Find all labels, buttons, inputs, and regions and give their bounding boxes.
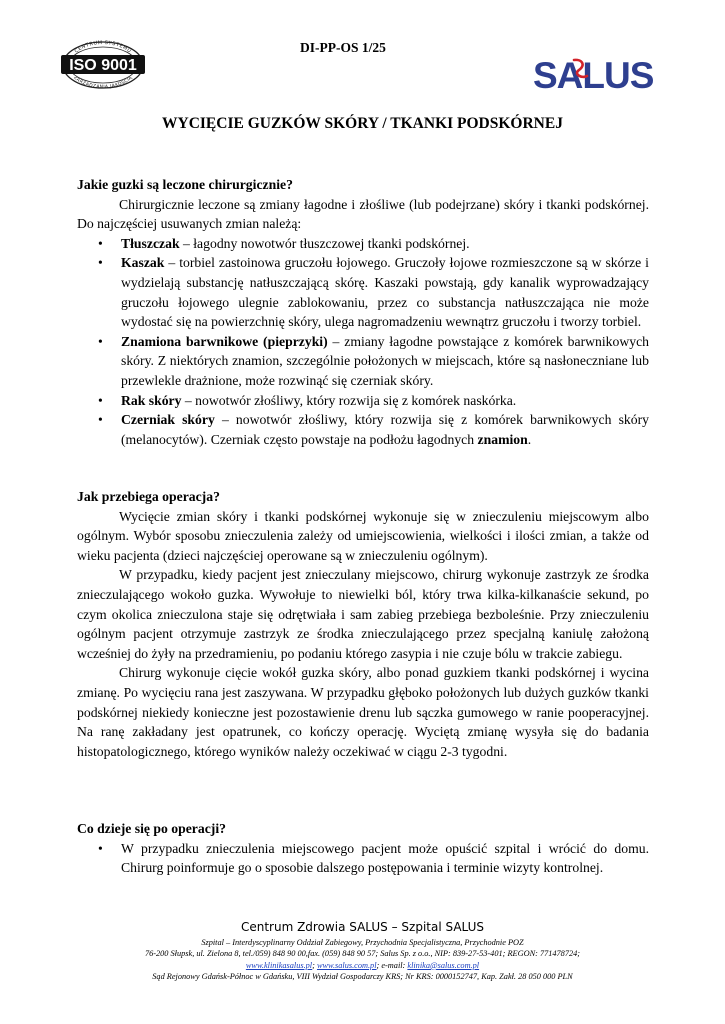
paragraph: Wycięcie zmian skóry i tkanki podskórnej wykonuje się w znieczuleniu miejscowym albo ogólnym. Wybór sposobu znieczulenia zależy od umiejscowienia, wielkości i ilości zmian, a także od wieku pacjenta (dzieci najczęściej operowane są w znieczuleniu ogólnym). <box>77 508 649 563</box>
list-item-desc: – zmiany łagodne powstające z komórek barwnikowych skóry. Z niektórych znamion, szczególnie położonych w miejscach, które są nasłoneczniane lub przewlekle drażnione, może rozwinąć się czerniak skóry. <box>121 333 650 388</box>
section-heading: Co dzieje się po operacji? <box>77 821 227 836</box>
footer-title: Centrum Zdrowia SALUS – Szpital SALUS <box>240 920 485 934</box>
email-label: ; e-mail: <box>376 960 408 970</box>
list-item <box>77 410 649 449</box>
iso-top-arc-text: CENTRUM SYSTEMU <box>73 40 133 55</box>
website-link-salus[interactable]: www.salus.com.pl <box>316 960 377 970</box>
bullet-icon: • <box>98 412 103 428</box>
list-item <box>77 839 649 878</box>
paragraph: Chirurgicznie leczone są zmiany łagodne i złośliwe (lub podejrzane) skóry i tkanki podskórnej. Do najczęściej usuwanych zmian należą: <box>77 196 649 232</box>
iso-seal-graphic <box>57 40 149 90</box>
website-link-klinikasalus[interactable]: www.klinikasalus.pl <box>245 960 313 970</box>
footer-registration: Sąd Rejonowy Gdańsk-Północ w Gdańsku, VIII Wydział Gospodarczy KRS; Nr KRS: 0000152747, Kap. Zakł. 28 050 000 PLN <box>152 972 573 982</box>
bullet-icon: • <box>98 235 103 251</box>
after-surgery-list <box>77 839 649 878</box>
list-item-emphasis: znamion <box>477 431 528 447</box>
document-code: DI-PP-OS 1/25 <box>300 40 386 55</box>
salus-logo-graphic <box>533 55 653 95</box>
section-treated-lesions <box>77 175 649 449</box>
list-item-term: Kaszak <box>121 255 165 271</box>
list-item-term: Czerniak skóry <box>121 412 215 428</box>
list-item-term: Rak skóry <box>121 392 182 408</box>
salus-logo <box>533 55 653 95</box>
footer-departments: Szpital – Interdyscyplinarny Oddział Zabiegowy, Przychodnia Specjalistyczna, Przychodnie POZ <box>201 938 524 947</box>
list-item-desc: – nowotwór złośliwy, który rozwija się z komórek naskórka. <box>181 392 517 408</box>
section-procedure <box>77 487 649 761</box>
paragraph: W przypadku, kiedy pacjent jest znieczulany miejscowo, chirurg wykonuje zastrzyk ze środka znieczulającego wokoło guzka. Wywołuje to niewielki ból, który trwa kilka-kilkanaście sekund, po czym okolica znieczulona staje się odrętwiała i sam zabieg przebiega bezboleśnie. Przy znieczuleniu ogólnym pacjent otrzymuje zastrzyk ze środka znieczulającego przez specjalną kaniulę założoną wcześniej do żyły na przedramieniu, po podaniu którego zasypia i nie czuje bólu w trakcie zabiegu. <box>77 567 649 661</box>
list-item <box>77 391 649 411</box>
bullet-icon: • <box>98 333 103 349</box>
iso-9001-logo <box>57 40 149 90</box>
salus-wordmark: SALUS <box>533 55 653 95</box>
email-link[interactable]: klinika@salus.com.pl <box>407 960 480 970</box>
list-item <box>77 332 649 391</box>
bullet-icon: • <box>98 840 103 856</box>
list-item-desc: – łagodny nowotwór tłuszczowej tkanki podskórnej. <box>179 235 470 251</box>
list-item-text: W przypadku znieczulenia miejscowego pacjent może opuścić szpital i wrócić do domu. Chirurg poinformuje go o sposobie dalszego postępowania i terminie wizyty kontrolnej. <box>121 840 649 876</box>
footer-address: 76-200 Słupsk, ul. Zielona 8, tel./059) 848 90 00,fax. (059) 848 90 57; Salus Sp. z o.o., NIP: 839-27-53-401; REGON: 771478724; <box>144 949 581 959</box>
section-after-surgery <box>77 819 649 878</box>
lesion-list <box>77 234 649 450</box>
list-item-term: Znamiona barwnikowe (pieprzyki) <box>121 333 328 349</box>
footer-links <box>0 960 725 971</box>
section-heading: Jakie guzki są leczone chirurgicznie? <box>77 177 293 192</box>
paragraph: Chirurg wykonuje cięcie wokół guzka skóry, albo ponad guzkiem tkanki podskórnej i wycina zmianę. Po wycięciu rana jest zaszywana. W przypadku głęboko położonych lub dużych guzków tkanki podskórnej niekiedy konieczne jest pozostawienie drenu lub sączka gumowego w ranie pooperacyjnej. Na ranę zakładany jest opatrunek, co kończy operację. Wyciętą zmianę wysyła się do badania histopatologicznego, którego wyników należy oczekiwać w ciągu 2-3 tygodni. <box>77 665 649 759</box>
list-item-desc: – nowotwór złośliwy, który rozwija się z komórek barwnikowych skóry (melanocytów). Czerniak często powstaje na podłożu łagodnych <box>121 412 649 447</box>
list-item-tail: . <box>527 431 532 447</box>
footer-separator: ; <box>312 960 317 970</box>
bullet-icon: • <box>98 255 103 271</box>
page-title: WYCIĘCIE GUZKÓW SKÓRY / TKANKI PODSKÓRNEJ <box>162 115 563 132</box>
section-heading: Jak przebiega operacja? <box>77 489 220 504</box>
svg-text:ZARZĄDZANIA JAKOŚCIĄ <box>72 74 134 90</box>
iso-bottom-arc-text: ZARZĄDZANIA JAKOŚCIĄ <box>72 75 134 90</box>
list-item-term: Tłuszczak <box>121 235 180 251</box>
list-item-desc: – torbiel zastoinowa gruczołu łojowego. Gruczoły łojowe rozmieszczone są w skórze i wydzielają substancję natłuszczającą skórę. Kaszaki powstają, gdy kanalik wyprowadzający gruczołu łojowego ulegnie zablokowaniu, przez co substancja natłuszczająca nie może wydostać się na powierzchnię skóry, ulega nagromadzeniu wewnątrz gruczołu i tworzy torbiel. <box>121 255 649 330</box>
list-item <box>77 234 649 254</box>
list-item <box>77 253 649 331</box>
iso-label: ISO 9001 <box>69 57 137 74</box>
footer <box>0 920 725 983</box>
bullet-icon: • <box>98 392 103 408</box>
